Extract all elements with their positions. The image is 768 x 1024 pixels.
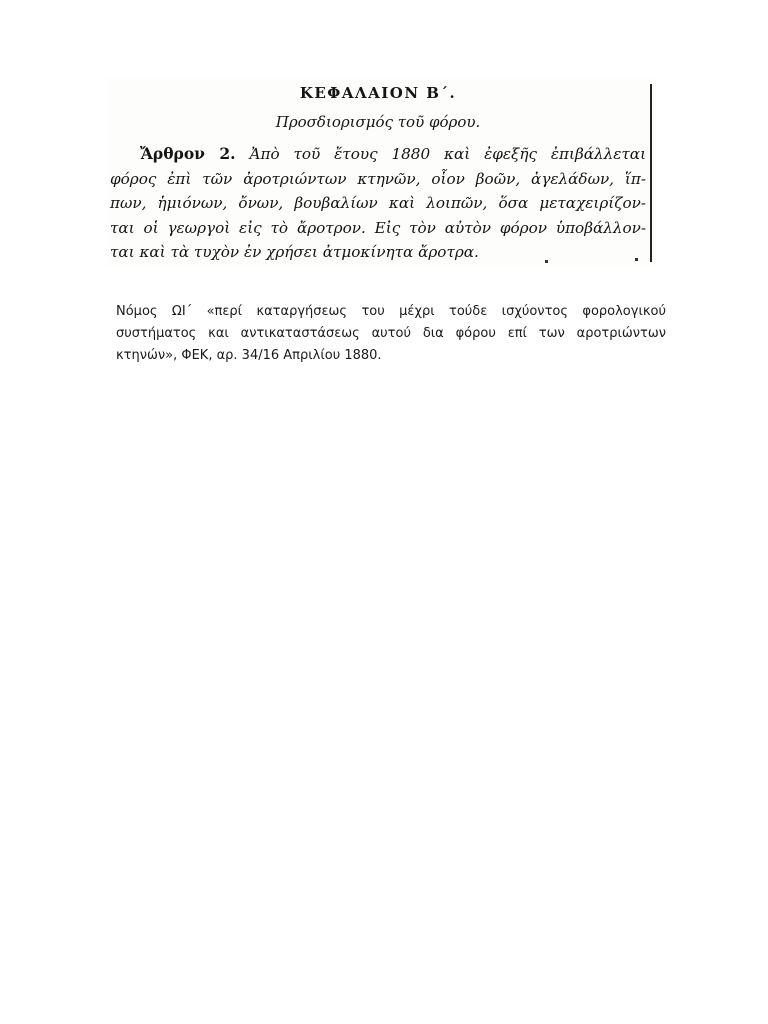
article-line — [110, 142, 646, 167]
source-caption: Νόμος ΩΙ΄ «περί καταργήσεως του μέχρι τούδε ισχύοντος φορολογικού συστήματος και αντικαταστάσεως αυτού δια φόρου επί των αροτριώντων κτηνών», ΦΕΚ, αρ. 34/16 Απριλίου 1880. — [116, 304, 666, 363]
article-line: πων, ἡμιόνων, ὄνων, βουβαλίων καὶ λοιπῶν, ὅσα μεταχειρίζον- — [110, 194, 646, 212]
article-label: Ἄρθρον 2. — [140, 144, 236, 163]
article-line: ται καὶ τὰ τυχὸν ἐν χρήσει ἀτμοκίνητα ἄροτρα. — [110, 243, 479, 261]
article-line: φόρος ἐπὶ τῶν ἀροτριώντων κτηνῶν, οἷον βοῶν, ἀγελάδων, ἵπ- — [110, 169, 646, 188]
article-text — [110, 142, 646, 265]
scanned-law-excerpt — [108, 78, 656, 266]
article-line-text: Ἀπὸ τοῦ ἔτους 1880 καὶ ἐφεξῆς ἐπιβάλλεται — [249, 145, 647, 163]
chapter-subheading: Προσδιορισμός τοῦ φόρου. — [275, 113, 481, 131]
chapter-heading: ΚΕΦΑΛΑΙΟΝ Β΄. — [299, 84, 457, 102]
page-edge-rule — [650, 84, 652, 262]
article-line: ται οἱ γεωργοὶ εἰς τὸ ἄροτρον. Εἰς τὸν αὐτὸν φόρον ὑποβάλλον- — [110, 218, 646, 237]
